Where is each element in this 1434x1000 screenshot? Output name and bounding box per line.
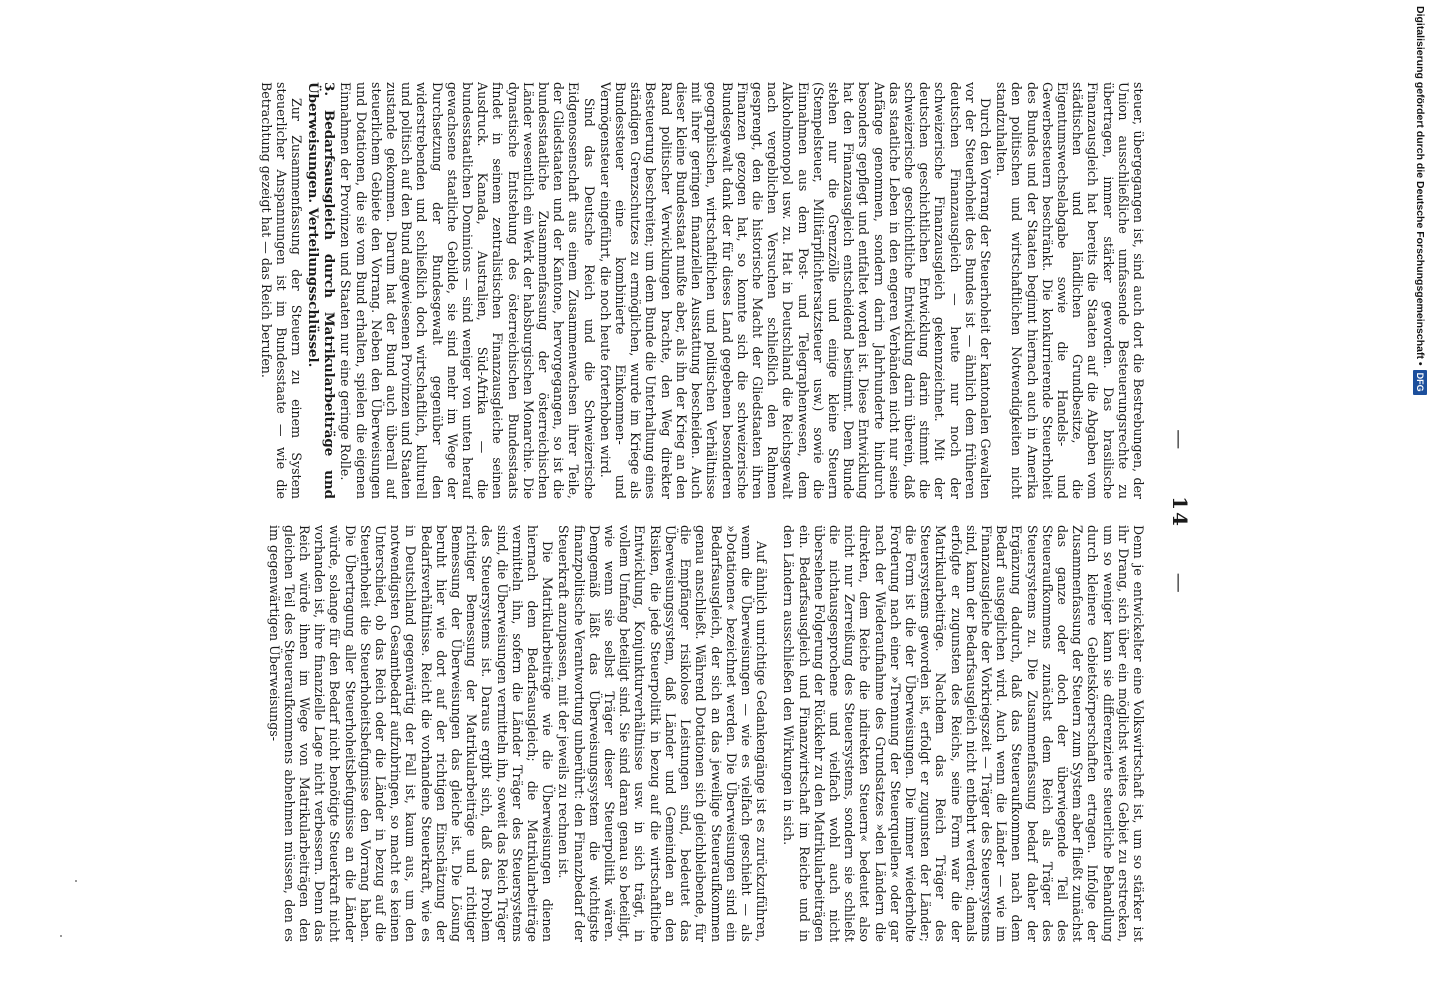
paragraph: Zur Zusammenfassung der Steuern zu einem System steuerlicher Anspannungen ist im Bundesstaate — wie die Betrachtung gezeigt hat — das Reich berufen. [258, 82, 305, 499]
paragraph: Auf ähnlich unrichtige Gedankengänge ist es zurückzuführen, wenn die Überweisungen — wie es vielfach geschieht — als »Dotationen« bezeichnet werden. Die Überweisungen sind ein Bedarfsausgleich, der sich an das jeweilige Steueraufkommen genau anschließt. Während Dotationen sich gleichbleibende, für die Empfänger risikolose Leistungen sind, bedeutet das Überweisungssystem, daß Länder und Gemeinden an den Risiken, die jede Steuerpolitik in bezug auf die wirtschaftliche Entwicklung, Konjunkturverhältnisse usw. in sich trägt, in vollem Umfang beteiligt sind. Sie sind daran genau so beteiligt, wie wenn sie selbst Träger dieser Steuerpolitik wären. Demgemäß läßt das Überweisungssystem die wichtigste finanzpolitische Verantwortung unberührt: den Finanzbedarf der Steuerkraft anzupassen, mit der jeweils zu rechnen ist. [556, 525, 770, 942]
paragraph-spacer [769, 525, 781, 942]
paragraph: Sind das Deutsche Reich und die Schweizerische Eidgenossenschaft aus einem Zusammenwachsen ihrer Teile, der Gliedstaaten und der Kantone, hervorgegangen, so ist die bundesstaatliche Zusammenfassung der österreichischen Länder wesentlich ein Werk der habsburgischen Monarchie. Die dynastische Entstehung des österreichischen Bundesstaats findet in seinem zentralistischen Finanzausgleiche seinen Ausdruck. Kanada, Australien, Süd-Afrika — die bundesstaatlichen Dominions — sind weniger von unten herauf gewachsene staatliche Gebilde, sie sind mehr im Wege der Durchsetzung der Bundesgewalt gegenüber den widerstrebenden und schließlich doch wirtschaftlich, kulturell und politisch auf den Bund angewiesenen Provinzen und Staaten zustande gekommen. Darum hat der Bund auch überall auf steuerlichem Gebiete den Vorrang. Neben den Überweisungen und Dotationen, die sie vom Bund erhalten, spielen die eigenen Einnahmen der Provinzen und Staaten nur eine geringe Rolle. [338, 82, 597, 499]
paragraph: Durch den Vorrang der Steuerhoheit der kantonalen Gewalten vor der Steuerhoheit des Bundes ist — ähnlich dem früheren deutschen Finanzausgleich — heute nur noch der schweizerische Finanzausgleich gekennzeichnet. Mit der deutschen geschichtlichen Entwicklung darin stimmt die schweizerische geschichtliche Entwicklung darin überein, daß das staatliche Leben in den engeren Verbänden nicht nur seine Anfänge genommen, sondern darin Jahrhunderte hindurch besonders gepflegt und entfaltet worden ist. Diese Entwicklung hat den Finanzausgleich entscheidend bestimmt. Dem Bunde stehen nur die Grenzzölle und einige kleine Steuern (Stempelsteuer, Militärpflichtersatzsteuer usw.) sowie die Einnahmen aus dem Post- und Telegraphenwesen, dem Alkoholmonopol usw. zu. Hat in Deutschland die Reichsgewalt nach vergeblichen Versuchen schließlich den Rahmen gesprengt, den die historische Macht der Gliedstaaten ihren Finanzen gezogen hat, so konnte sich die schweizerische Bundesgewalt dank der für dieses Land gegebenen besonderen geographischen, wirtschaftlichen und politischen Verhältnisse mit ihrer geringen finanziellen Ausstattung bescheiden. Auch dieser kleine Bundesstaat mußte aber, als ihn der Krieg an den Rand politischer Verwicklungen brachte, den Weg direkter Besteuerung beschreiten; um dem Bunde die Unterhaltung eines ständigen Grenzschutzes zu ermöglichen, wurde im Kriege als Bundessteuer eine kombinierte Einkommen- und Vermögensteuer eingeführt, die noch heute forterhoben wird. [597, 82, 993, 499]
rotated-document-page [112, 82, 1192, 942]
document-page [112, 82, 1192, 942]
paragraph: steuer, übergegangen ist, sind auch dort die Bestrebungen, der Union ausschließliche umfassende Besteuerungsrechte zu übertragen, immer stärker geworden. Das brasilische Finanzausgleich hat bereits die Staaten auf die Abgaben vom städtischen und ländlichen Grundbesitze, die Eigentumswechselabgabe sowie die Handels- und Gewerbesteuern beschränkt. Die konkurrierende Steuerhoheit des Bundes und der Staaten beginnt hiernach auch in Amerika den politischen und wirtschaftlichen Notwendigkeiten nicht standzuhalten. [994, 82, 1146, 499]
paragraph: Die Matrikularbeiträge wie die Überweisungen dienen hiernach dem Bedarfsausgleich; die Matrikularbeiträge vermitteln ihn, sofern die Länder Träger des Steuersystems sind, die Überweisungen vermitteln ihn, soweit das Reich Träger des Steuersystems ist. Daraus ergibt sich, daß das Problem richtiger Bemessung der Matrikularbeiträge und richtiger Bemessung der Überweisungen das gleiche ist. Die Lösung beruht hier wie dort auf der richtigen Einschätzung der Bedarfsverhältnisse. Reicht die vorhandene Steuerkraft, wie es in Deutschland gegenwärtig der Fall ist, kaum aus, um den notwendigsten Gesamtbedarf aufzubringen, so macht es keinen Unterschied, ob das Reich oder die Länder in bezug auf die Steuerhoheit die Steuerhoheitsbefugnisse den Vorrang haben. Die Übertragung aller Steuerhoheitsbefugnisse an die Länder würde, solange für den Bedarf nicht benötigte Steuerkraft nicht vorhanden ist, ihre finanzielle Lage nicht verbessern. Denn das Reich würde ihnen im Wege von Matrikularbeiträgen den gleichen Teil des Steueraufkommens abnehmen müssen, den es im gegenwärtigen Überweisungs- [266, 525, 556, 942]
credit-text: Digitalisierung gefördert durch die Deutsche Forschungsgemeinschaft • [1414, 6, 1426, 366]
page-number: 14 [1168, 496, 1192, 528]
section-heading: 3. Bedarfsausgleich durch Matrikularbeiträge und Überweisungen. Verteilungsschlüssel. [305, 82, 338, 499]
header-dash-right: — [1168, 572, 1192, 595]
header-dash-left: — [1168, 429, 1192, 452]
paragraph: Denn je entwickelter eine Volkswirtschaft ist, um so stärker ist ihr Drang, sich über ein möglichst weites Gebiet zu erstrecken, um so weniger kann sie differenzierte steuerliche Behandlung durch kleinere Gebietskörperschaften ertragen. Infolge der Zusammenfassung der Steuern zum System aber fließt zunächst das ganze oder doch der überwiegende Teil des Steueraufkommens zunächst dem Reich als Träger des Steuersystems zu. Die Zusammenfassung bedarf daher der Ergänzung dadurch, daß das Steueraufkommen nach dem Bedarf ausgeglichen wird. Auch wenn die Länder — wie im Finanzausgleiche der Vorkriegszeit — Träger des Steuersystems sind, kann der Bedarfsausgleich nicht entbehrt werden; damals erfolgte er zugunsten des Reichs, seine Form war die der Matrikularbeiträge. Nachdem das Reich Träger des Steuersystems geworden ist, erfolgt er zugunsten der Länder; die Form ist die der Überweisungen. Die immer wiederholte Forderung nach einer »Trennung der Steuerquellen« oder gar nach der Wiederaufnahme des Grundsatzes »den Ländern die direkten, dem Reiche die indirekten Steuern« bedeutet also nicht nur Zerreißung des Steuersystems, sondern sie schließt die nichtausgesprochene und vielfach wohl auch nicht übersehene Folgerung der Rückkehr zu den Matrikularbeiträgen ein. Bedarfsausgleich und Finanzwirtschaft im Reiche und in den Ländern ausschließen den Wirkungen in sich. [781, 525, 1146, 942]
text-columns [126, 82, 1146, 942]
scan-speck [60, 935, 62, 937]
scan-speck [75, 880, 77, 882]
dfg-credit [1412, 6, 1428, 906]
dfg-logo: DFG [1413, 370, 1427, 395]
left-column [126, 82, 1146, 499]
page-header [1152, 82, 1192, 942]
right-column [126, 525, 1146, 942]
